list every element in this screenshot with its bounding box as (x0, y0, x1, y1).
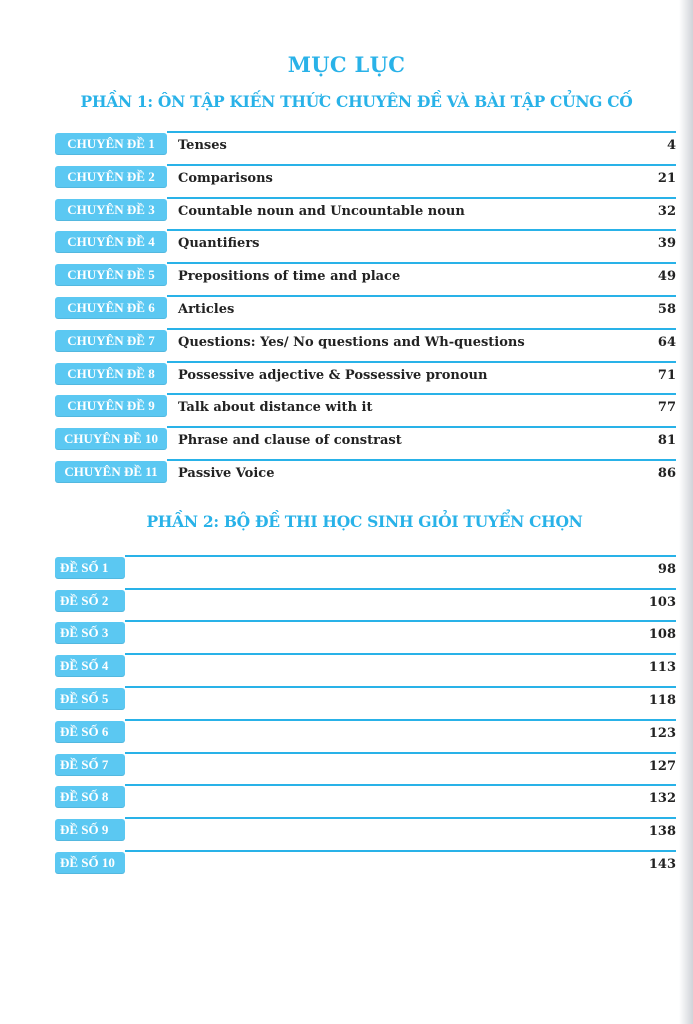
exam-badge[interactable]: ĐỀ SỐ 2 (55, 590, 125, 612)
chapter-title[interactable]: Possessive adjective & Possessive pronoun (178, 368, 488, 383)
toc-row[interactable] (55, 395, 676, 417)
toc-row[interactable] (55, 754, 676, 776)
toc-row[interactable] (55, 199, 676, 221)
toc-row[interactable] (55, 819, 676, 841)
row-divider (167, 229, 676, 231)
exam-badge[interactable]: ĐỀ SỐ 9 (55, 819, 125, 841)
row-divider (125, 850, 676, 852)
exam-badge[interactable]: ĐỀ SỐ 1 (55, 557, 125, 579)
chapter-badge: CHUYÊN ĐỀ 6 (55, 297, 167, 319)
row-divider (167, 328, 676, 330)
page-number: 118 (648, 693, 676, 708)
exam-badge[interactable]: ĐỀ SỐ 5 (55, 688, 125, 710)
toc-row[interactable] (55, 655, 676, 677)
page-number: 81 (657, 433, 676, 448)
chapter-badge: CHUYÊN ĐỀ 7 (55, 330, 167, 352)
chapter-title[interactable]: Prepositions of time and place (178, 269, 401, 284)
toc-row[interactable] (55, 428, 676, 450)
exam-badge[interactable]: ĐỀ SỐ 8 (55, 786, 125, 808)
toc-row[interactable] (55, 852, 676, 874)
chapter-badge: CHUYÊN ĐỀ 9 (55, 395, 167, 417)
page-number: 39 (657, 236, 676, 251)
page-number: 98 (657, 562, 676, 577)
toc-row[interactable] (55, 264, 676, 286)
page-title: MỤC LỤC (287, 52, 406, 77)
row-divider (125, 719, 676, 721)
toc-row[interactable] (55, 363, 676, 385)
row-divider (125, 817, 676, 819)
page-number: 49 (657, 269, 676, 284)
exam-badge[interactable]: ĐỀ SỐ 6 (55, 721, 125, 743)
chapter-title[interactable]: Articles (178, 302, 235, 317)
page-number: 4 (666, 138, 676, 153)
row-divider (125, 653, 676, 655)
row-divider (167, 131, 676, 133)
chapter-title[interactable]: Questions: Yes/ No questions and Wh-questions (178, 335, 525, 350)
exam-badge[interactable]: ĐỀ SỐ 10 (55, 852, 125, 874)
page-number: 32 (657, 204, 676, 219)
chapter-title[interactable]: Passive Voice (178, 466, 275, 481)
page-number: 113 (648, 660, 676, 675)
exam-badge[interactable]: ĐỀ SỐ 7 (55, 754, 125, 776)
chapter-title[interactable]: Comparisons (178, 171, 273, 186)
exam-badge[interactable]: ĐỀ SỐ 3 (55, 622, 125, 644)
toc-row[interactable] (55, 461, 676, 483)
row-divider (167, 295, 676, 297)
page-number: 21 (657, 171, 676, 186)
toc-row[interactable] (55, 590, 676, 612)
page-number: 58 (657, 302, 676, 317)
row-divider (167, 393, 676, 395)
row-divider (125, 588, 676, 590)
chapter-badge: CHUYÊN ĐỀ 3 (55, 199, 167, 221)
chapter-badge: CHUYÊN ĐỀ 11 (55, 461, 167, 483)
page-number: 77 (657, 400, 676, 415)
row-divider (125, 555, 676, 557)
chapter-title[interactable]: Quantifiers (178, 236, 260, 251)
chapter-badge: CHUYÊN ĐỀ 5 (55, 264, 167, 286)
row-divider (167, 459, 676, 461)
row-divider (125, 784, 676, 786)
toc-row[interactable] (55, 557, 676, 579)
row-divider (167, 361, 676, 363)
toc-row[interactable] (55, 786, 676, 808)
page-number: 71 (657, 368, 676, 383)
row-divider (167, 262, 676, 264)
toc-row[interactable] (55, 133, 676, 155)
toc-row[interactable] (55, 231, 676, 253)
toc-row[interactable] (55, 330, 676, 352)
row-divider (125, 752, 676, 754)
row-divider (167, 197, 676, 199)
toc-row[interactable] (55, 721, 676, 743)
chapter-title[interactable]: Phrase and clause of constrast (178, 433, 402, 448)
page-number: 108 (648, 627, 676, 642)
page-number: 86 (657, 466, 676, 481)
part2-title: PHẦN 2: BỘ ĐỀ THI HỌC SINH GIỎI TUYỂN CHỌN (146, 512, 583, 531)
page-number: 143 (648, 857, 676, 872)
chapter-badge: CHUYÊN ĐỀ 4 (55, 231, 167, 253)
chapter-badge: CHUYÊN ĐỀ 10 (55, 428, 167, 450)
page-number: 123 (648, 726, 676, 741)
exam-badge[interactable]: ĐỀ SỐ 4 (55, 655, 125, 677)
toc-row[interactable] (55, 622, 676, 644)
chapter-badge: CHUYÊN ĐỀ 1 (55, 133, 167, 155)
part1-title: PHẦN 1: ÔN TẬP KIẾN THỨC CHUYÊN ĐỀ VÀ BÀI TẬP CỦNG CỐ (80, 92, 633, 111)
row-divider (167, 426, 676, 428)
toc-row[interactable] (55, 166, 676, 188)
chapter-title[interactable]: Tenses (178, 138, 227, 153)
row-divider (167, 164, 676, 166)
row-divider (125, 686, 676, 688)
chapter-title[interactable]: Countable noun and Uncountable noun (178, 204, 465, 219)
page-number: 103 (648, 595, 676, 610)
chapter-title[interactable]: Talk about distance with it (178, 400, 373, 415)
chapter-badge: CHUYÊN ĐỀ 2 (55, 166, 167, 188)
page-number: 132 (648, 791, 676, 806)
toc-row[interactable] (55, 297, 676, 319)
page-number: 64 (657, 335, 676, 350)
page-number: 138 (648, 824, 676, 839)
row-divider (125, 620, 676, 622)
page-number: 127 (648, 759, 676, 774)
chapter-badge: CHUYÊN ĐỀ 8 (55, 363, 167, 385)
toc-row[interactable] (55, 688, 676, 710)
